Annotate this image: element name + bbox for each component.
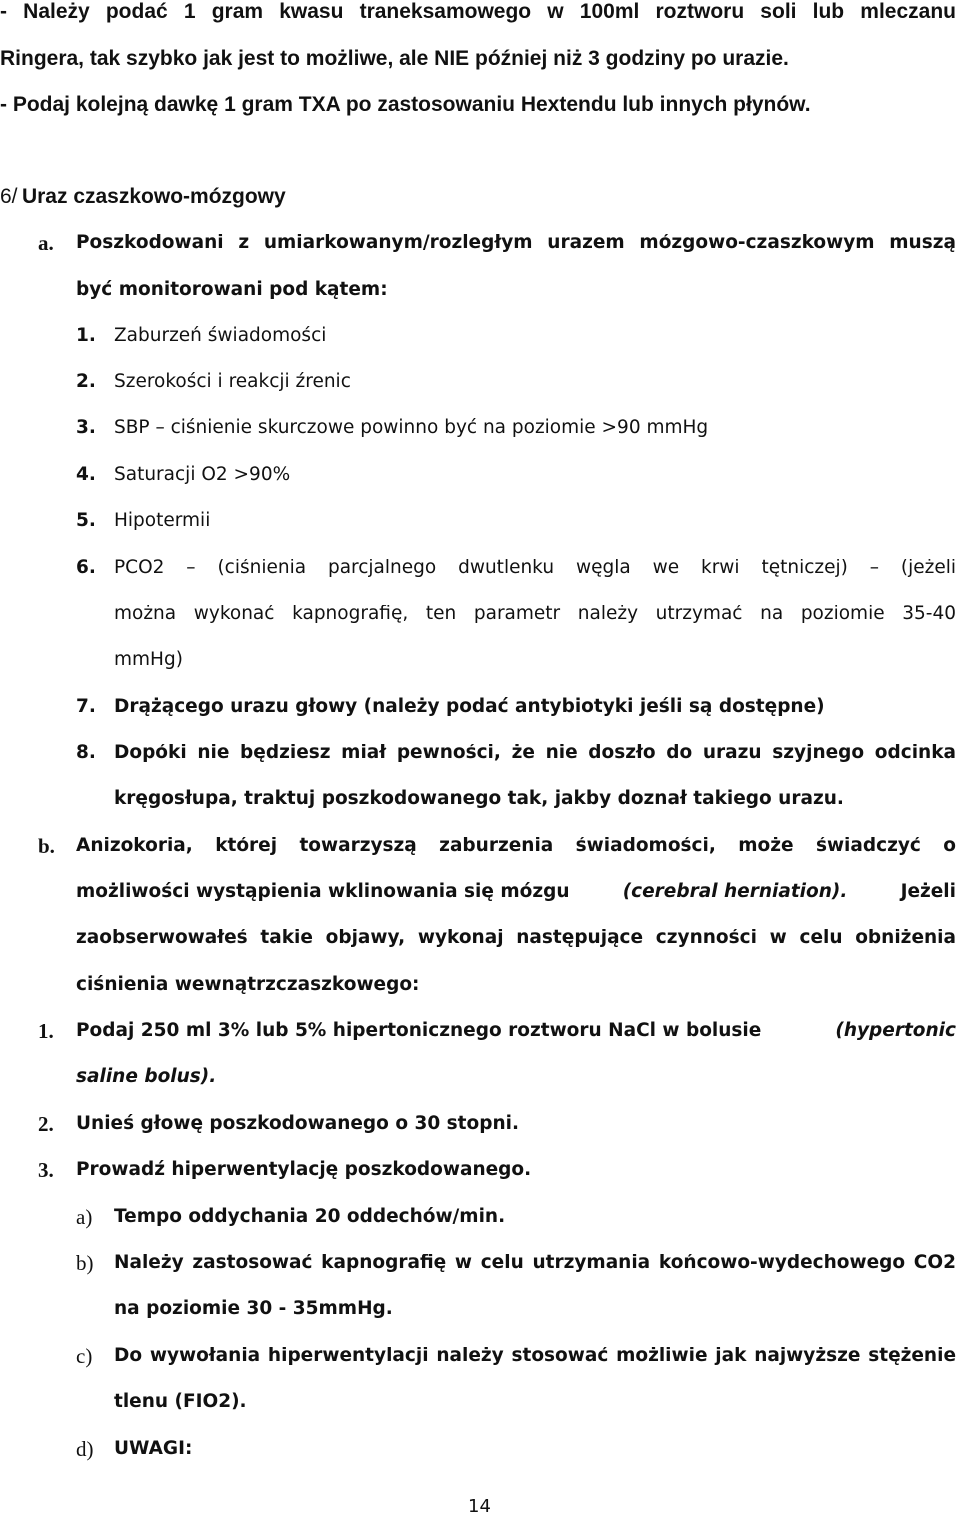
part-a-marker: a. (38, 231, 54, 255)
item-6-line-3: mmHg) (114, 649, 183, 670)
item-3-number: 3. (76, 417, 96, 438)
item-5-text: Hipotermii (114, 510, 211, 531)
substep-c-line-1: Do wywołania hiperwentylacji należy stosować możliwie jak najwyższe stężenie (114, 1347, 956, 1366)
part-b-line-2 (76, 883, 956, 902)
part-a-line-2: być monitorowani pod kątem: (76, 279, 388, 300)
item-2-text: Szerokości i reakcji źrenic (114, 371, 351, 392)
substep-b-marker: b) (76, 1251, 94, 1275)
part-b-marker: b. (38, 834, 55, 858)
substep-c-marker: c) (76, 1344, 93, 1368)
item-8-line-1: Dopóki nie będziesz miał pewności, że nie doszło do urazu szyjnego odcinka (114, 744, 956, 763)
item-4-text: Saturacji O2 >90% (114, 464, 291, 485)
item-4-number: 4. (76, 464, 96, 485)
section-number: 6/ (0, 185, 18, 208)
intro-line-1: - Należy podać 1 gram kwasu traneksamowego w 100ml roztworu soli lub mleczanu (0, 1, 956, 23)
part-a-line-1: Poszkodowani z umiarkowanym/rozległym urazem mózgowo-czaszkowym muszą (76, 234, 956, 253)
substep-d-marker: d) (76, 1437, 94, 1461)
step-2-number: 2. (38, 1112, 54, 1136)
item-6-line-2: można wykonać kapnografię, ten parametr należy utrzymać na poziomie 35-40 (114, 605, 956, 624)
item-8-line-2: kręgosłupa, traktuj poszkodowanego tak, jakby doznał takiego urazu. (114, 788, 844, 809)
substep-b-line-1: Należy zastosować kapnografię w celu utrzymania końcowo-wydechowego CO2 (114, 1254, 956, 1273)
step-3-number: 3. (38, 1158, 54, 1182)
step-1-line-1 (76, 1022, 956, 1041)
step-1-number: 1. (38, 1019, 54, 1043)
step-3-text: Prowadź hiperwentylację poszkodowanego. (76, 1159, 532, 1180)
part-b-line-3: zaobserwowałeś takie objawy, wykonaj następujące czynności w celu obniżenia (76, 929, 956, 948)
part-b-line-2-italic: (cerebral herniation). (622, 881, 848, 902)
item-5-number: 5. (76, 510, 96, 531)
item-8-number: 8. (76, 742, 96, 763)
item-1-number: 1. (76, 325, 96, 346)
substep-a-text: Tempo oddychania 20 oddechów/min. (114, 1206, 506, 1227)
step-1-line-2 (76, 1068, 216, 1087)
item-6-number: 6. (76, 557, 96, 578)
item-3-text: SBP – ciśnienie skurczowe powinno być na poziomie >90 mmHg (114, 417, 709, 438)
section-title: Uraz czaszkowo-mózgowy (21, 185, 286, 208)
intro-line-2: Ringera, tak szybko jak jest to możliwe, ale NIE później niż 3 godziny po urazie. (0, 47, 789, 70)
substep-b-line-2: na poziomie 30 - 35mmHg. (114, 1298, 393, 1319)
part-b-line-2-end: Jeżeli (900, 881, 956, 902)
page-number: 14 (468, 1496, 491, 1517)
section-heading (0, 186, 286, 207)
part-b-line-2-text: możliwości wystąpienia wklinowania się mózgu (76, 881, 570, 902)
step-2-text: Unieś głowę poszkodowanego o 30 stopni. (76, 1113, 519, 1134)
item-7-text: Drążącego urazu głowy (należy podać antybiotyki jeśli są dostępne) (114, 696, 825, 717)
substep-d-text: UWAGI: (114, 1438, 193, 1459)
substep-c-line-2: tlenu (FIO2). (114, 1391, 247, 1412)
substep-a-marker: a) (76, 1205, 93, 1229)
part-b-line-4: ciśnienia wewnątrzczaszkowego: (76, 974, 420, 995)
item-7-number: 7. (76, 696, 96, 717)
step-1-italic: (hypertonic (835, 1020, 956, 1041)
item-1-text: Zaburzeń świadomości (114, 325, 327, 346)
step-1-text: Podaj 250 ml 3% lub 5% hipertonicznego roztworu NaCl w bolusie (76, 1020, 762, 1041)
item-2-number: 2. (76, 371, 96, 392)
step-1-italic-cont: saline bolus). (76, 1066, 217, 1087)
part-b-line-1: Anizokoria, której towarzyszą zaburzenia świadomości, może świadczyć o (76, 837, 956, 856)
item-6-line-1: PCO2 – (ciśnienia parcjalnego dwutlenku węgla we krwi tętniczej) – (jeżeli (114, 559, 956, 578)
intro-line-3: - Podaj kolejną dawkę 1 gram TXA po zastosowaniu Hextendu lub innych płynów. (0, 93, 811, 116)
